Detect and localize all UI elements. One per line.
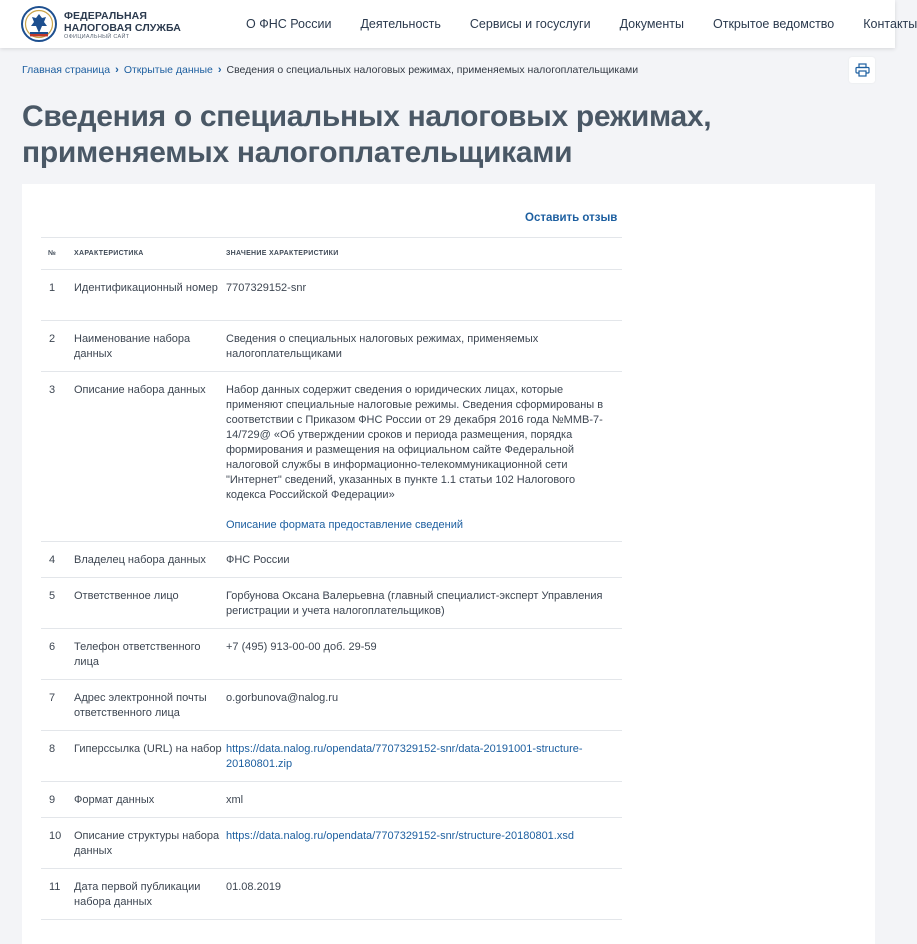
nav-item-about[interactable]: О ФНС России [246, 17, 332, 31]
table-row [41, 629, 622, 680]
chevron-right-icon: › [217, 64, 222, 76]
page-title: Сведения о специальных налоговых режимах, применяемых налогоплательщиками [22, 100, 712, 169]
nav-item-open-agency[interactable]: Открытое ведомство [713, 17, 835, 31]
breadcrumb-home[interactable]: Главная страница [22, 64, 111, 76]
table-header [41, 238, 622, 270]
table-row [41, 869, 622, 920]
row-characteristic: Телефон ответственного лица [74, 641, 201, 668]
row-number: 8 [49, 743, 56, 755]
row-number: 11 [49, 881, 61, 893]
header-value: ЗНАЧЕНИЕ ХАРАКТЕРИСТИКИ [226, 250, 339, 257]
dataset-url-link[interactable]: https://data.nalog.ru/opendata/7707329152-snr/data-20191001-structure-20180801.zip [226, 743, 583, 770]
row-number: 3 [49, 384, 56, 396]
table-row [41, 818, 622, 869]
row-number: 7 [49, 692, 56, 704]
row-characteristic: Идентификационный номер [74, 282, 218, 294]
site-header [0, 0, 917, 48]
row-characteristic: Описание структуры набора данных [74, 830, 220, 857]
chevron-right-icon: › [115, 64, 119, 76]
fns-emblem-icon[interactable] [21, 5, 57, 43]
row-value: 7707329152-snr [226, 282, 307, 294]
row-characteristic: Ответственное лицо [74, 590, 179, 602]
row-value: Набор данных содержит сведения о юридических лицах, которые применяют специальные налоговые режимы. Сведения сформированы в соответствии с Приказом ФНС России от 29 декабря 2016 года №ММВ-7-14/729@ «Об утверждении сроков и периода размещения, порядка формирования и размещения на официальном сайте Федеральной налоговой службы в информационно-телекоммуникационной сети "Интернет" сведений, указанных в пункте 1.1 статьи 102 Налогового кодекса Российской Федерации» [226, 384, 604, 501]
table-row [41, 321, 622, 372]
brand-line-3: ОФИЦИАЛЬНЫЙ САЙТ [64, 34, 130, 40]
row-value: o.gorbunova@nalog.ru [226, 692, 339, 704]
table-row [41, 731, 622, 782]
row-value: Горбунова Оксана Валерьевна (главный специалист-эксперт Управления регистрации и учета налогоплательщиков) [226, 590, 603, 617]
nav-item-contacts[interactable]: Контакты [863, 17, 917, 31]
row-number: 2 [49, 333, 56, 345]
table-row [41, 270, 622, 321]
structure-url-link[interactable]: https://data.nalog.ru/opendata/7707329152-snr/structure-20180801.xsd [226, 830, 574, 842]
row-characteristic: Формат данных [74, 794, 155, 806]
header-number: № [48, 250, 57, 257]
brand-line-2: НАЛОГОВАЯ СЛУЖБА [64, 21, 181, 34]
brand-line-1: ФЕДЕРАЛЬНАЯ [64, 10, 147, 22]
row-number: 9 [49, 794, 56, 806]
header-characteristic: ХАРАКТЕРИСТИКА [74, 250, 144, 257]
format-description-link[interactable]: Описание формата предоставление сведений [226, 519, 464, 531]
row-characteristic: Описание набора данных [74, 384, 206, 396]
row-value-cell [226, 372, 622, 541]
row-number: 6 [49, 641, 56, 653]
row-number: 4 [49, 554, 56, 566]
row-number: 5 [49, 590, 56, 602]
printer-icon [855, 63, 870, 77]
row-characteristic: Адрес электронной почты ответственного лица [74, 692, 207, 719]
nav-item-services[interactable]: Сервисы и госуслуги [469, 17, 591, 31]
table-row [41, 372, 622, 542]
row-characteristic: Владелец набора данных [74, 554, 206, 566]
nav-item-activity[interactable]: Деятельность [360, 17, 441, 31]
breadcrumb-open-data[interactable]: Открытые данные [123, 64, 213, 76]
row-number: 1 [49, 282, 56, 294]
row-value: Сведения о специальных налоговых режимах, применяемых налогоплательщиками [226, 333, 539, 360]
row-value: ФНС России [226, 554, 290, 566]
breadcrumb [22, 64, 638, 76]
print-button[interactable] [849, 57, 875, 83]
row-value: 01.08.2019 [226, 881, 282, 893]
nav-item-documents[interactable]: Документы [619, 17, 684, 31]
table-row [41, 542, 622, 578]
breadcrumb-current: Сведения о специальных налоговых режимах, применяемых налогоплательщиками [226, 64, 639, 76]
row-characteristic: Наименование набора данных [74, 333, 191, 360]
site-brand[interactable] [64, 11, 181, 41]
row-number: 10 [49, 830, 62, 842]
table-row [41, 680, 622, 731]
feedback-link[interactable]: Оставить отзыв [525, 212, 618, 224]
dataset-passport-table [41, 237, 622, 920]
row-value: +7 (495) 913-00-00 доб. 29-59 [226, 641, 377, 653]
main-nav [246, 0, 917, 48]
table-row [41, 782, 622, 818]
row-characteristic: Дата первой публикации набора данных [74, 881, 201, 908]
table-row [41, 578, 622, 629]
row-value: xml [226, 794, 244, 806]
row-characteristic: Гиперссылка (URL) на набор [74, 743, 222, 755]
